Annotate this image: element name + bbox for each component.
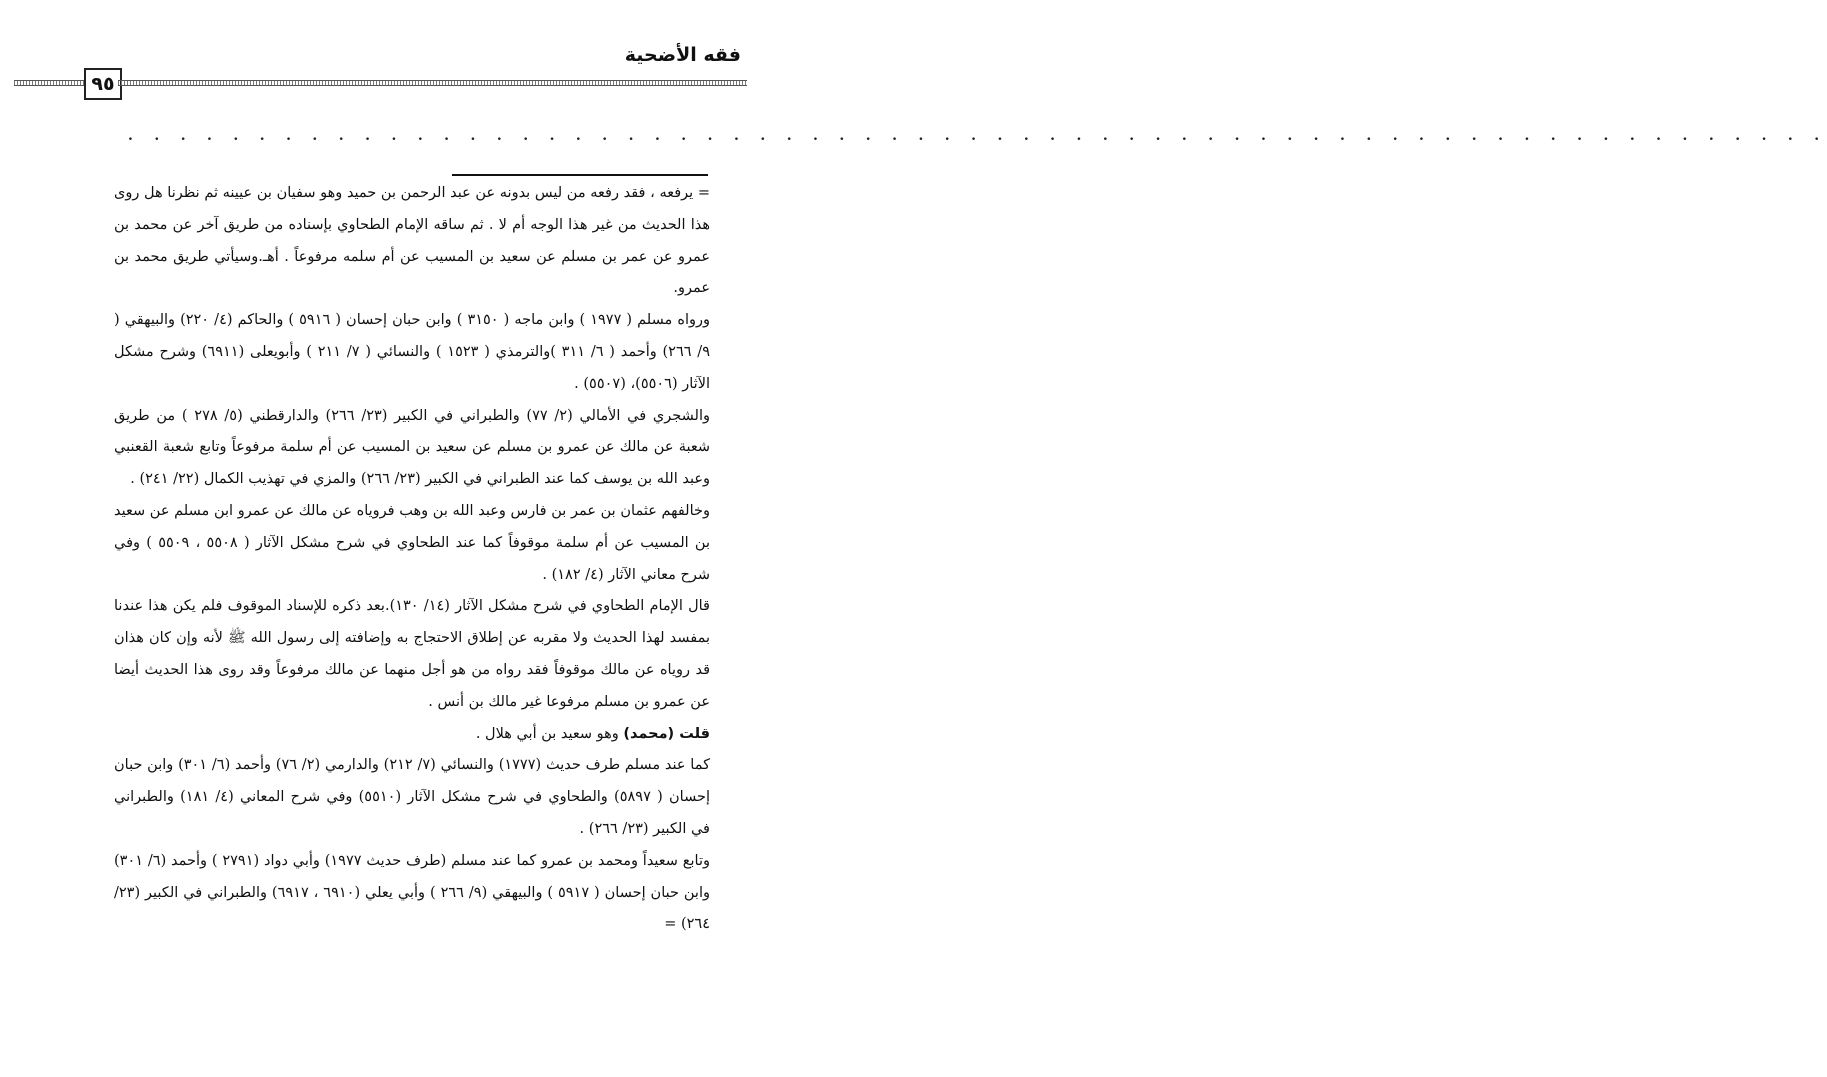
running-title: فقه الأضحية xyxy=(624,44,741,66)
footnote-paragraph: قال الإمام الطحاوي في شرح مشكل الآثار (١٤/ ١٣٠).بعد ذكره للإسناد الموقوف فلم يكن هذا عندنا بمفسد لهذا الحديث ولا مقربه عن إطلاق الاحتجاج به وإضافته إلى رسول الله ﷺ لأنه وإن كان هذان قد روياه عن مالك موقوفاً فقد رواه من هو أجل منهما عن مالك مرفوعاً وقد روى هذا الحديث أيضا عن عمرو بن مسلم مرفوعا غير مالك بن أنس . xyxy=(114,598,710,710)
label-line-rest: وهو سعيد بن أبي هلال . xyxy=(475,725,624,742)
dotted-separator: . . . . . . . . . . . . . . . . . . . . . . . . . . . . . . . . . . . . . . . . . . . . . . . . . . . . . . . . . . . . . . . . . xyxy=(128,128,1827,144)
footnote-paragraph: = يرفعه ، فقد رفعه من ليس بدونه عن عبد الرحمن بن حميد وهو سفيان بن عيينه ثم نظرنا هل روى هذا الحديث من غير هذا الوجه أم لا . ثم ساقه الإمام الطحاوي بإسناده من طريق آخر عن محمد بن عمرو عن عمر بن مسلم عن سعيد بن المسيب عن أم سلمه مرفوعاً . أهـ.وسيأتي طريق محمد بن عمرو. xyxy=(114,185,710,297)
footnote-paragraph: وتابع سعيداً ومحمد بن عمرو كما عند مسلم (طرف حديث ١٩٧٧) وأبي دواد (٢٧٩١ ) وأحمد (٦/ ٣٠١) وابن حبان إحسان ( ٥٩١٧ ) والبيهقي (٩/ ٢٦٦ ) وأبي يعلي (٦٩١٠ ، ٦٩١٧) والطبراني في الكبير (٢٣/ ٢٦٤) = xyxy=(114,852,710,933)
header-rule xyxy=(118,80,747,86)
footnote-body xyxy=(114,178,710,941)
footnote-paragraph-label xyxy=(114,719,710,751)
footnote-rule xyxy=(452,174,708,176)
page-number: ٩٥ xyxy=(84,68,122,100)
footnote-paragraph: وخالفهم عثمان بن عمر بن فارس وعبد الله بن وهب فروياه عن مالك عن عمرو ابن مسلم عن سعيد بن المسيب عن أم سلمة موقوفاً كما عند الطحاوي في شرح مشكل الآثار ( ٥٥٠٨ ، ٥٥٠٩ ) وفي شرح معاني الآثار (٤/ ١٨٢) . xyxy=(114,502,710,583)
bold-label: قلت (محمد) xyxy=(623,725,710,742)
header-rule-left xyxy=(14,80,84,86)
footnote-paragraph: والشجري في الأمالي (٢/ ٧٧) والطبراني في الكبير (٢٣/ ٢٦٦) والدارقطني (٥/ ٢٧٨ ) من طريق شعبة عن مالك عن عمرو بن مسلم عن سعيد بن المسيب عن أم سلمة مرفوعاً وتابع شعبة القعنبي وعبد الله بن يوسف كما عند الطبراني في الكبير (٢٣/ ٢٦٦) والمزي في تهذيب الكمال (٢٢/ ٢٤١) . xyxy=(114,407,710,488)
footnote-paragraph: ورواه مسلم ( ١٩٧٧ ) وابن ماجه ( ٣١٥٠ ) وابن حبان إحسان ( ٥٩١٦ ) والحاكم (٤/ ٢٢٠) والبيهقي ( ٩/ ٢٦٦) وأحمد ( ٦/ ٣١١ )والترمذي ( ١٥٢٣ ) والنسائي ( ٧/ ٢١١ ) وأبويعلى (٦٩١١) وشرح مشكل الآثار (٥٥٠٦)، (٥٥٠٧) . xyxy=(114,312,710,392)
footnote-paragraph: كما عند مسلم طرف حديث (١٧٧٧) والنسائي (٧/ ٢١٢) والدارمي (٢/ ٧٦) وأحمد (٦/ ٣٠١) وابن حبان إحسان ( ٥٨٩٧) والطحاوي في شرح مشكل الآثار (٥٥١٠) وفي شرح المعاني (٤/ ١٨١) والطبراني في الكبير (٢٣/ ٢٦٦) . xyxy=(114,757,711,837)
